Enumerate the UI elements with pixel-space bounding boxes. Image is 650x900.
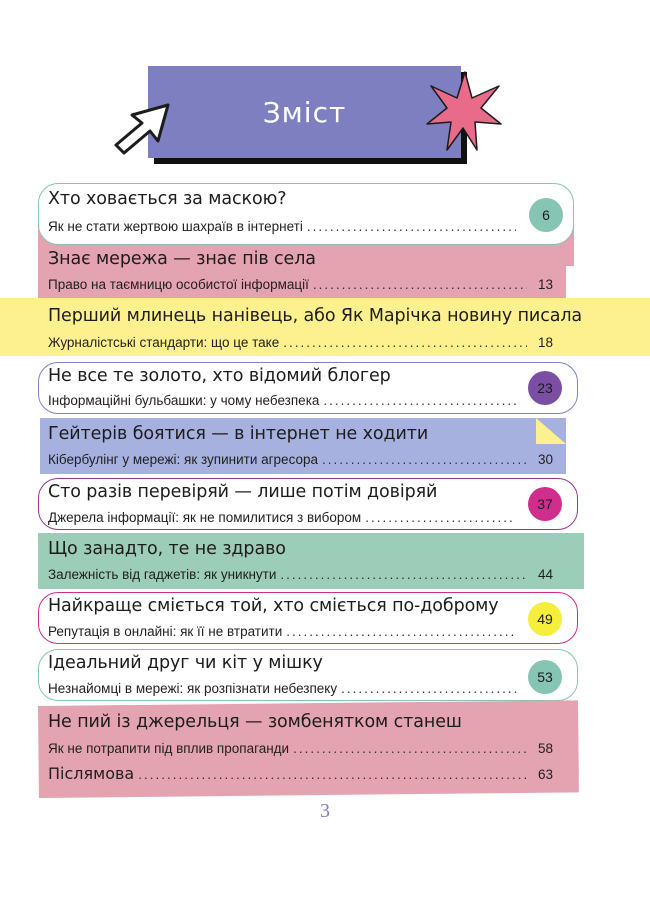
page-badge: 6 (529, 198, 563, 232)
entry-subtitle: Як не потрапити під вплив пропаганди (48, 741, 290, 756)
entry-row[interactable] (48, 510, 524, 525)
page-number: 18 (537, 335, 553, 350)
dot-leader (341, 681, 516, 696)
page-badge: 53 (528, 660, 562, 694)
page-badge: 37 (528, 487, 562, 521)
dot-leader (313, 277, 527, 292)
entry-subtitle: Репутація в онлайні: як її не втратити (48, 624, 283, 639)
entry-row[interactable] (48, 452, 553, 467)
entry-subtitle: Незнайомці в мережі: як розпізнати небезпеку (48, 681, 338, 696)
entry-subtitle: Як не стати жертвою шахраїв в інтернеті (48, 219, 303, 234)
page-badge: 23 (528, 371, 562, 405)
entry-title: Перший млинець нанівець, або Як Марічка новину писала (48, 306, 583, 326)
title-box (148, 66, 461, 158)
entry-row[interactable] (48, 219, 524, 234)
page-number-footer: 3 (320, 800, 330, 822)
entry-row[interactable] (48, 393, 524, 408)
entry-title: Гейтерів боятися — в інтернет не ходити (48, 424, 429, 444)
dot-leader (280, 567, 527, 582)
entry-title: Що занадто, те не здраво (48, 539, 286, 559)
dot-leader (286, 624, 516, 639)
entry-title: Післямова (48, 764, 135, 783)
page-number: 30 (537, 452, 553, 467)
dot-leader (293, 741, 527, 756)
page-title: Зміст (262, 95, 347, 129)
dot-leader (365, 510, 516, 525)
entry-row[interactable] (48, 567, 553, 582)
entry-title: Найкраще сміється той, хто сміється по-доброму (48, 596, 499, 616)
entry-subtitle: Право на таємницю особистої інформації (48, 277, 309, 292)
entry-title: Не пий із джерельця — зомбенятком станеш (48, 712, 462, 732)
dot-leader (322, 452, 527, 467)
entry-subtitle: Кібербулінг у мережі: як зупинити агресора (48, 452, 318, 467)
entry-subtitle: Журналістські стандарти: що це таке (48, 335, 280, 350)
dot-leader (138, 767, 527, 782)
corner-fold-icon (536, 418, 568, 446)
dot-leader (307, 219, 516, 234)
page-number: 58 (537, 741, 553, 756)
entry-row[interactable] (48, 335, 553, 350)
entry-row[interactable] (48, 741, 553, 756)
entry-subtitle: Залежність від гаджетів: як уникнути (48, 567, 277, 582)
entry-title: Не все те золото, хто відомий блогер (48, 366, 391, 386)
page-badge: 49 (528, 602, 562, 636)
entry-title: Хто ховається за маскою? (48, 189, 287, 209)
page-number: 44 (537, 567, 553, 582)
entry-subtitle: Інформаційні бульбашки: у чому небезпека (48, 393, 320, 408)
entry-row[interactable] (48, 277, 553, 292)
entry-subtitle: Джерела інформації: як не помилитися з вибором (48, 510, 362, 525)
entry-title: Знає мережа — знає пів села (48, 249, 316, 269)
page-number: 13 (537, 277, 553, 292)
dot-leader (323, 393, 516, 408)
cursor-arrow-icon (112, 103, 174, 155)
entry-row[interactable] (48, 681, 524, 696)
entry-title: Сто разів перевіряй — лише потім довіряй (48, 482, 438, 502)
starburst-icon (425, 70, 503, 154)
page-number: 63 (537, 767, 553, 782)
dot-leader (283, 335, 527, 350)
entry-row-afterword[interactable] (48, 764, 553, 783)
entry-row[interactable] (48, 624, 524, 639)
entry-title: Ідеальний друг чи кіт у мішку (48, 653, 323, 673)
